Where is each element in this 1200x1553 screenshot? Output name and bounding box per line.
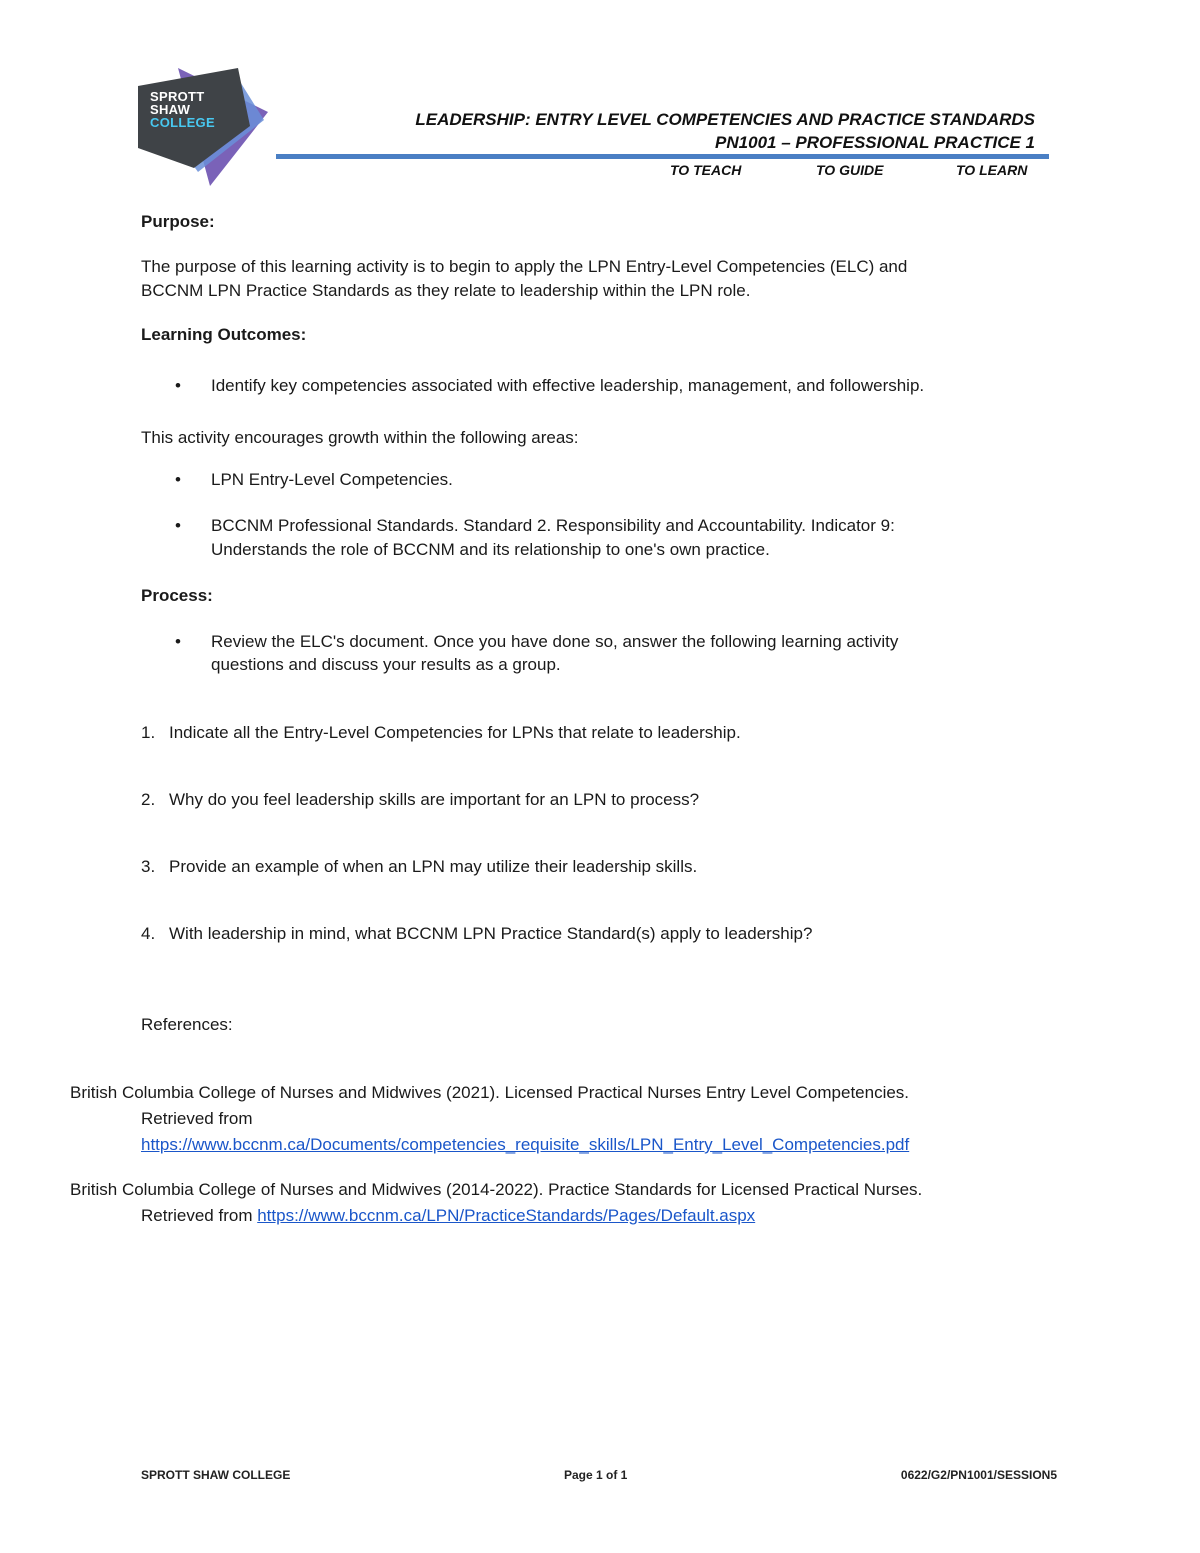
- course-subtitle: PN1001 – PROFESSIONAL PRACTICE 1: [715, 133, 1035, 152]
- bullet-icon: •: [175, 376, 181, 395]
- reference-link[interactable]: https://www.bccnm.ca/LPN/PracticeStandards/Pages/Default.aspx: [257, 1206, 756, 1225]
- motto-guide: TO GUIDE: [816, 162, 884, 178]
- logo-wordmark: [150, 90, 215, 129]
- motto-row: [0, 162, 1200, 182]
- learning-outcomes-heading: Learning Outcomes:: [141, 325, 307, 344]
- motto-learn: TO LEARN: [956, 162, 1028, 178]
- reference-link[interactable]: https://www.bccnm.ca/Documents/competencies_requisite_skills/LPN_Entry_Level_Competencies.pdf: [141, 1135, 910, 1154]
- header-divider: [276, 154, 1049, 159]
- reference-item: [70, 1177, 1070, 1229]
- reference-item: [70, 1080, 1070, 1158]
- purpose-heading: Purpose:: [141, 212, 215, 231]
- reference-retrieved: Retrieved from: [141, 1109, 253, 1128]
- reference-citation: British Columbia College of Nurses and Midwives (2014-2022). Practice Standards for Licensed Practical Nurses.: [70, 1180, 923, 1199]
- purpose-text-line-1: The purpose of this learning activity is to begin to apply the LPN Entry-Level Competencies (ELC) and: [141, 257, 908, 276]
- document-title: LEADERSHIP: ENTRY LEVEL COMPETENCIES AND PRACTICE STANDARDS: [415, 110, 1035, 129]
- bullet-icon: •: [175, 632, 181, 651]
- process-heading: Process:: [141, 586, 213, 605]
- logo-line-sprott: SPROTT: [150, 89, 205, 104]
- footer-page-number: Page 1 of 1: [564, 1468, 628, 1482]
- bullet-icon: •: [175, 516, 181, 535]
- footer-document-code: 0622/G2/PN1001/SESSION5: [900, 1468, 1057, 1482]
- reference-citation: British Columbia College of Nurses and Midwives (2021). Licensed Practical Nurses Entry Level Competencies.: [70, 1083, 910, 1102]
- purpose-text-line-2: BCCNM LPN Practice Standards as they relate to leadership within the LPN role.: [141, 281, 751, 300]
- references-heading: References:: [141, 1015, 233, 1034]
- logo-line-shaw: SHAW: [150, 102, 191, 117]
- bullet-icon: •: [175, 470, 181, 489]
- growth-intro: This activity encourages growth within the following areas:: [141, 428, 579, 447]
- reference-retrieved: Retrieved from: [141, 1206, 253, 1225]
- footer-left: SPROTT SHAW COLLEGE: [141, 1468, 291, 1482]
- motto-teach: TO TEACH: [670, 162, 742, 178]
- logo-line-college: COLLEGE: [150, 115, 215, 130]
